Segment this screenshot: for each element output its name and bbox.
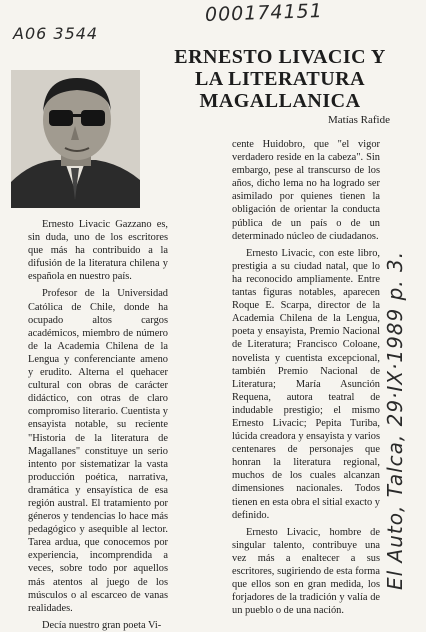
paragraph: Decía nuestro gran poeta Vi- (42, 619, 162, 631)
paragraph: cente Huidobro, que "el vigor verdadero reside en la cabeza". Sin embargo, pese al transcurso de los años, dicho lema no ha logrado ser asimilado por quienes tienen la obligación de orientar la conducta pública de un país o de un determinado núcleo de ciudadanos. (232, 139, 380, 242)
title-line: LA LITERATURA (194, 68, 366, 90)
article-column-left (28, 218, 168, 632)
accession-number-left: A06 3544 (13, 24, 99, 43)
article-title (155, 46, 405, 112)
paragraph: Ernesto Livacic, con este libro, prestigia a su ciudad natal, que lo ha reconocido ampliamente. Entre tantas figuras notables, aparecen Roque E. Scarpa, director de la Academia Chilena de la Lengua, poeta y ensayista, Premio Nacional de Literatura; Francisco Coloane, novelista y cuentista excepcional, también Premio Nacional de Literatura; María Asunción Requena, autora teatral de indudable prestigio; el mismo Ernesto Livacic; Pepita Turiba, lúcida creadora y ensayista y varios centenares de personajes que honran la literatura regional, muchos de los cuales alcanzan dimensiones nacionales. Todos tienen en esta obra el sitial exacto y definido. (232, 247, 381, 521)
paragraph: Profesor de la Universidad Católica de Chile, donde ha ocupado altos cargos académicos, miembro de número de la Academia Chilena de la Lengua y conferenciante ameno y erudito. Alterna el quehacer cultural con obras de carácter didáctico, con otras de claro compromiso literario. Cuentista y ensayista notable, su reciente "Historia de la literatura de Magallanes" constituye un serio intento por sistematizar la vasta producción poética, narrativa, dramática y ensayística de esa región austral. El tratamiento por géneros y tendencias lo hace más pedagógico y asequible al lector. Tarea ardua, que conocemos por experiencia, incomprendida a veces, sobre todo por aquellos más atentos al juego de los músculos o al escarceo de vanas realidades. (28, 288, 168, 614)
article-column-right (232, 138, 380, 617)
handwritten-source-note: El Auto, Talca, 29·IX·1989 p. 3. (383, 250, 407, 590)
accession-number-top: 000174151 (204, 0, 324, 27)
title-line: ERNESTO LIVACIC Y (174, 46, 386, 68)
paragraph: Ernesto Livacic, hombre de singular talento, contribuye una vez más a enaltecer a sus escritores, sugiriendo de esta forma que ellos son en gran medida, los forjadores de la tradición y valía de un pueblo o de una nación. (232, 526, 380, 617)
author-portrait-photo (11, 70, 140, 208)
article-author: Matías Rafide (327, 114, 390, 126)
paragraph: Ernesto Livacic Gazzano es, sin duda, uno de los escritores que más ha contribuido a la difusión de la literatura chilena y española en nuestro país. (28, 219, 168, 283)
title-line: MAGALLANICA (199, 90, 361, 112)
